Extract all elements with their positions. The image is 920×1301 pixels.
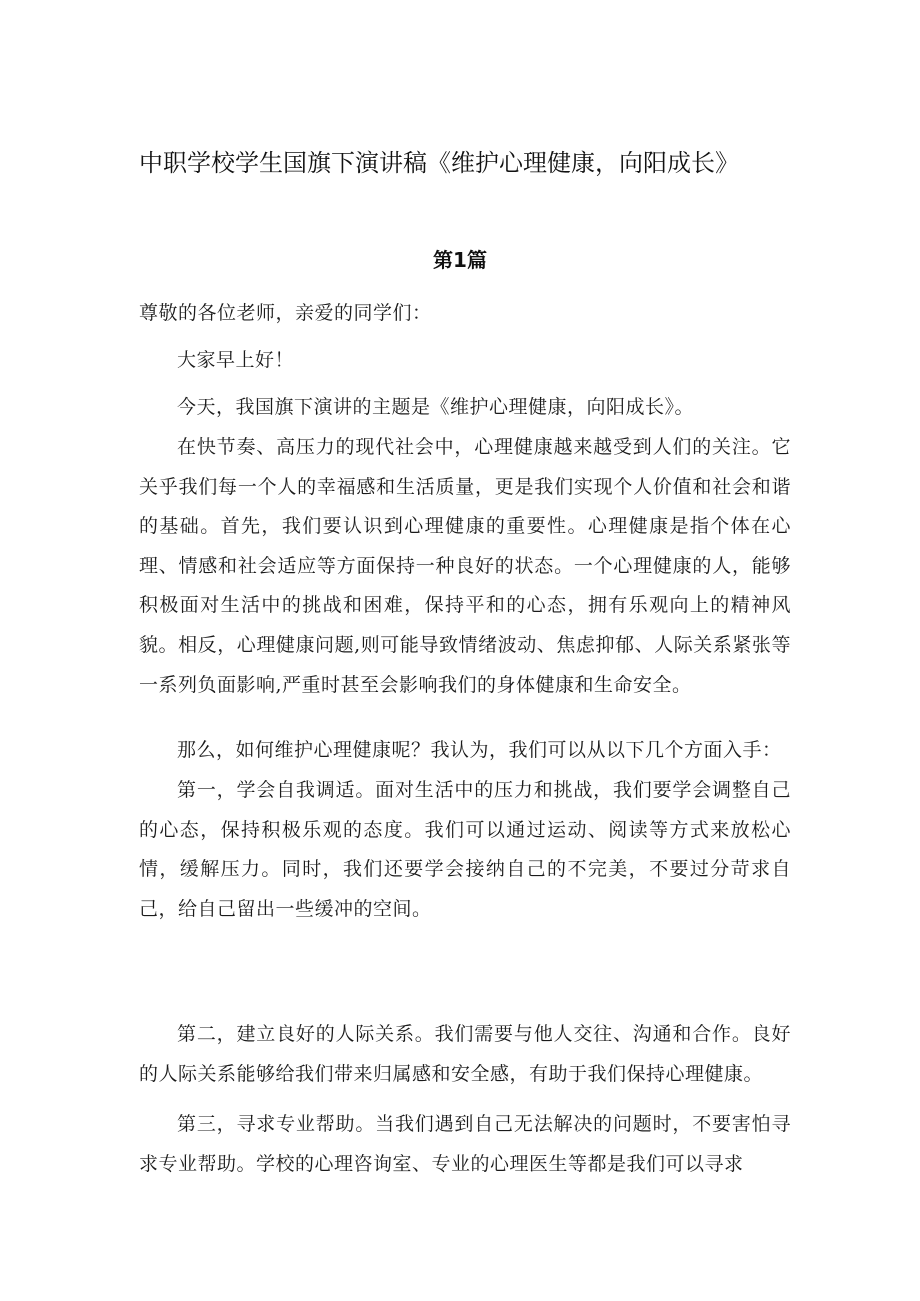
- document-title: 中职学校学生国旗下演讲稿《维护心理健康，向阳成长》: [139, 149, 739, 177]
- paragraph-theme: 今天，我国旗下演讲的主题是《维护心理健康，向阳成长》。: [177, 396, 695, 418]
- salutation: 尊敬的各位老师，亲爱的同学们：: [139, 302, 432, 324]
- paragraph-question: 那么，如何维护心理健康呢？我认为，我们可以从以下几个方面入手：: [177, 739, 782, 761]
- paragraph-third-point: 第三，寻求专业帮助。当我们遇到自己无法解决的问题时，不要害怕寻求专业帮助。学校的心理咨询室、专业的心理医生等都是我们可以寻求: [139, 1113, 791, 1175]
- paragraph-first-point: 第一，学会自我调适。面对生活中的压力和挑战，我们要学会调整自己的心态，保持积极乐观的态度。我们可以通过运动、阅读等方式来放松心情，缓解压力。同时，我们还要学会接纳自己的不完美，不要过分苛求自己，给自己留出一些缓冲的空间。: [139, 779, 791, 920]
- section-title: 第1篇: [433, 248, 487, 272]
- paragraph-intro: 在快节奏、高压力的现代社会中，心理健康越来越受到人们的关注。它关乎我们每一个人的幸福感和生活质量，更是我们实现个人价值和社会和谐的基础。首先，我们要认识到心理健康的重要性。心理健康是指个体在心理、情感和社会适应等方面保持一种良好的状态。一个心理健康的人，能够积极面对生活中的挑战和困难，保持平和的心态，拥有乐观向上的精神风貌。相反，心理健康问题,则可能导致情绪波动、焦虑抑郁、人际关系紧张等一系列负面影响,严重时甚至会影响我们的身体健康和生命安全。: [139, 436, 791, 696]
- paragraph-second-point: 第二，建立良好的人际关系。我们需要与他人交往、沟通和合作。良好的人际关系能够给我们带来归属感和安全感，有助于我们保持心理健康。: [139, 1023, 791, 1085]
- greeting: 大家早上好！: [177, 349, 295, 371]
